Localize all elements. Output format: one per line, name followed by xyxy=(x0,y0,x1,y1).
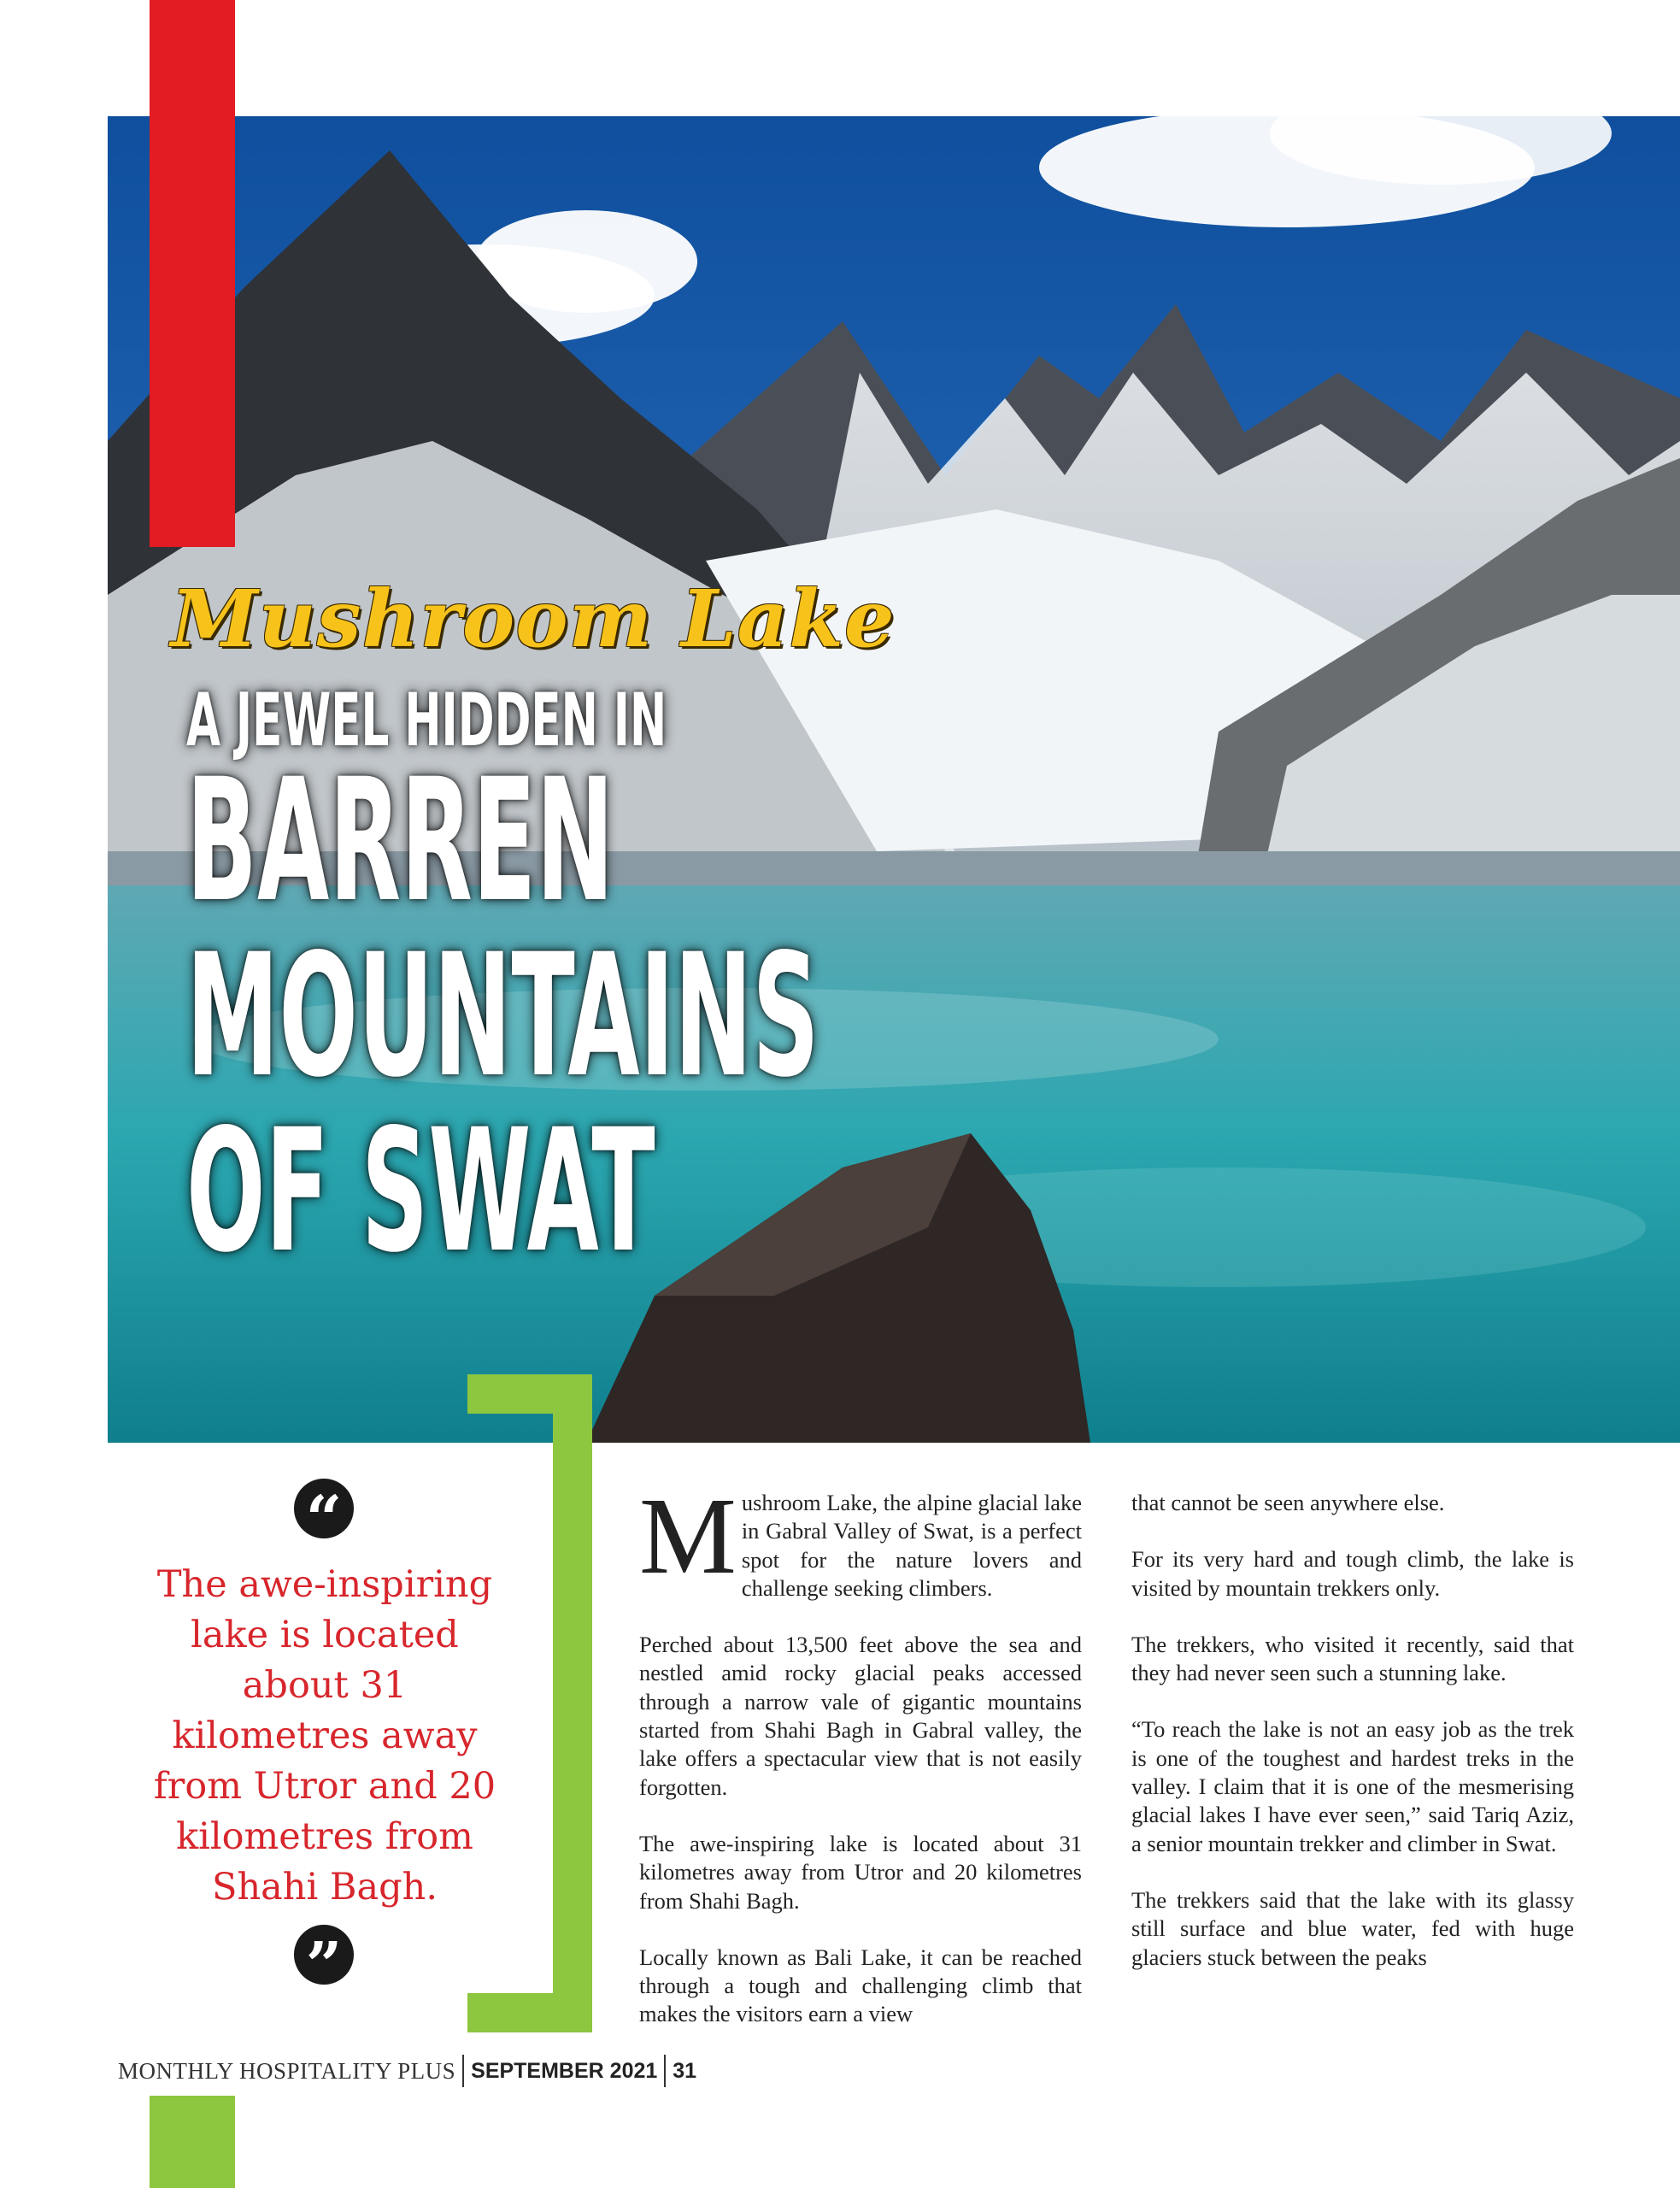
headline-line-1: BARREN xyxy=(186,742,614,939)
footer-divider xyxy=(664,2055,666,2087)
red-accent-bar xyxy=(150,0,235,547)
article-column-1 xyxy=(639,1475,1082,2057)
close-quote-icon: ” xyxy=(294,1925,354,1985)
article-paragraph: For its very hard and tough climb, the lake is visited by mountain trekkers only. xyxy=(1131,1546,1574,1601)
article-paragraph: The awe-inspiring lake is located about 31 kilometres away from Utror and 20 kilometres from Shahi Bagh. xyxy=(639,1830,1082,1914)
headline-line-3: OF SWAT xyxy=(186,1092,655,1290)
green-bracket-bottom xyxy=(467,1993,592,2032)
script-title: Mushroom Lake xyxy=(171,573,896,665)
article-paragraph: Mushroom Lake, the alpine glacial lake in Gabral Valley of Swat, is a perfect spot for the nature lovers and challenge seeking climbers. xyxy=(639,1475,1082,1601)
article-paragraph: “To reach the lake is not an easy job as the trek is one of the toughest and hardest treks in the valley. I claim that it is one of the mesmerising glacial lakes I have ever seen,” said Tariq Aziz, a senior mountain trekker and climber in Swat. xyxy=(1131,1716,1574,1856)
article-paragraph: Locally known as Bali Lake, it can be reached through a tough and challenging climb that makes the visitors earn a view xyxy=(639,1944,1082,2027)
magazine-name: MONTHLY HOSPITALITY PLUS xyxy=(118,2057,456,2084)
article-paragraph: Perched about 13,500 feet above the sea and nestled amid rocky glacial peaks accessed through a narrow vale of gigantic mountains started from Shahi Bagh in Gabral valley, the lake offers a spectacular view that is not easily forgotten. xyxy=(639,1632,1082,1800)
page-footer xyxy=(118,2054,696,2088)
article-paragraph: The trekkers said that the lake with its glassy still surface and blue water, fed with huge glaciers stuck between the peaks xyxy=(1131,1886,1574,1970)
footer-divider xyxy=(462,2055,464,2087)
green-bracket-side xyxy=(553,1374,592,2032)
headline-line-2: MOUNTAINS xyxy=(186,917,819,1115)
open-quote-icon: “ xyxy=(294,1479,354,1538)
issue-date: SEPTEMBER 2021 xyxy=(471,2058,658,2083)
green-accent-bar xyxy=(150,2096,235,2188)
article-paragraph: The trekkers, who visited it recently, said that they had never seen such a stunning lake. xyxy=(1131,1631,1574,1686)
article-column-2 xyxy=(1131,1489,1574,2000)
headline-subtitle: A JEWEL HIDDEN IN xyxy=(186,678,667,763)
pull-quote: The awe-inspiring lake is located about 31 kilometres away from Utror and 20 kilometres from Shahi Bagh. xyxy=(153,1563,496,1909)
article-paragraph: that cannot be seen anywhere else. xyxy=(1131,1490,1445,1515)
page-number: 31 xyxy=(673,2058,697,2083)
drop-cap: M xyxy=(639,1475,737,1597)
